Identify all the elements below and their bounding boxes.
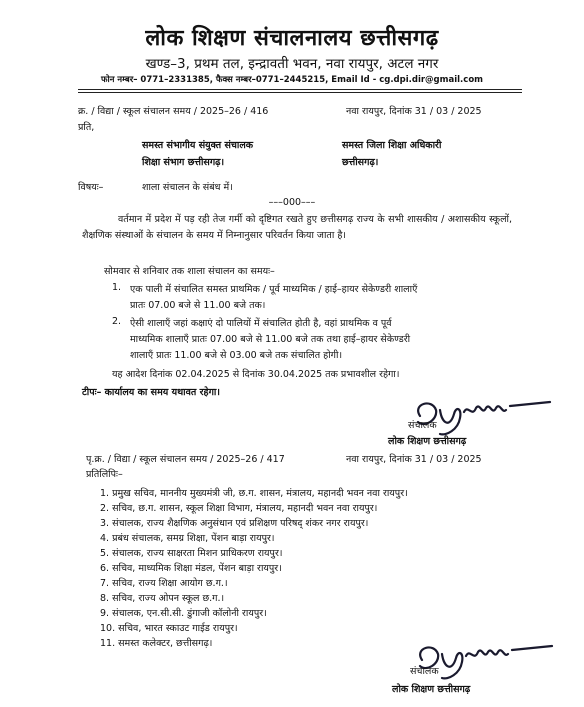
point-1-line1: एक पाली में संचालित समस्त प्राथमिक / पूर्व माध्यमिक / हाई–हायर सेकेण्डरी शालाएँ <box>130 284 418 295</box>
letter-reference: क्र. / विद्या / स्कूल संचालन समय / 2025–26 / 416 <box>78 106 269 117</box>
signatory-title: संचालक <box>408 420 437 431</box>
copy-item: 4. प्रबंध संचालक, समग्र शिक्षा, पेंशन बाड़ा रायपुर। <box>100 533 275 544</box>
addressee-right-line2: छत्तीसगढ़। <box>342 157 379 168</box>
subject-label: विषयः– <box>78 182 104 193</box>
copy-reference: पृ.क्र. / विद्या / स्कूल संचालन समय / 2025–26 / 417 <box>86 454 285 465</box>
header-divider-top <box>78 89 522 90</box>
point-1-number: 1. <box>112 282 122 293</box>
addressee-right-line1: समस्त जिला शिक्षा अधिकारी <box>342 140 442 151</box>
copy-signatory-organization: लोक शिक्षण छत्तीसगढ़ <box>392 684 471 695</box>
copy-date: नवा रायपुर, दिनांक 31 / 03 / 2025 <box>346 454 482 465</box>
copy-item: 9. संचालक, एन.सी.सी. डुंगाजी कॉलोनी रायपुर। <box>100 608 267 619</box>
copy-item: 3. संचालक, राज्य शैक्षणिक अनुसंधान एवं प्रशिक्षण परिषद् शंकर नगर रायपुर। <box>100 518 369 529</box>
schedule-heading: सोमवार से शनिवार तक शाला संचालन का समयः– <box>104 266 275 277</box>
letter-prati: प्रति, <box>78 122 95 133</box>
copy-item: 2. सचिव, छ.ग. शासन, स्कूल शिक्षा विभाग, मंत्रालय, महानदी भवन नवा रायपुर। <box>100 503 378 514</box>
copy-item: 11. समस्त कलेक्टर, छत्तीसगढ़। <box>100 638 213 649</box>
copy-label: प्रतिलिपिः– <box>86 469 123 480</box>
signature-mark <box>410 394 560 438</box>
point-2-line3: शालाएँ प्रातः 11.00 बजे से 03.00 बजे तक संचालित होगी। <box>130 350 343 361</box>
copy-item: 5. संचालक, राज्य साक्षरता मिशन प्राधिकरण रायपुर। <box>100 548 283 559</box>
addressee-left-line2: शिक्षा संभाग छत्तीसगढ़। <box>142 157 225 168</box>
point-2-line2: माध्यमिक शालाएँ प्रातः 07.00 बजे से 11.00 बजे तक तथा हाई–हायर सेकेण्डरी <box>130 334 411 345</box>
department-contact: फोन नम्बर– 0771–2331385, फैक्स नम्बर–0771–2445215, Email Id - cg.dpi.dir@gmail.com <box>100 75 484 85</box>
office-time-note: टीपः– कार्यालय का समय यथावत रहेगा। <box>82 387 220 398</box>
copy-item: 10. सचिव, भारत स्काउट गाईड रायपुर। <box>100 623 238 634</box>
separator: –––000––– <box>268 197 316 208</box>
copy-signatory-title: संचालक <box>410 666 439 677</box>
department-title: लोक शिक्षण संचालनालय छत्तीसगढ़ <box>145 26 439 51</box>
point-2-number: 2. <box>112 316 122 327</box>
header-divider-bottom <box>78 92 522 93</box>
body-paragraph: वर्तमान में प्रदेश में पड़ रही तेज गर्मी को दृष्टिगत रखते हुए छत्तीसगढ़ राज्य के सभी शासकीय / अशासकीय स्कूलों, शैक्षणिक संस्थाओं के संचालन के समय में निम्नानुसार परिवर्तन किया जाता है। <box>82 214 512 241</box>
subject-text: शाला संचालन के संबंध में। <box>142 182 233 193</box>
copy-item: 6. सचिव, माध्यमिक शिक्षा मंडल, पेंशन बाड़ा रायपुर। <box>100 563 282 574</box>
letter-date: नवा रायपुर, दिनांक 31 / 03 / 2025 <box>346 106 482 117</box>
copy-item: 8. सचिव, राज्य ओपन स्कूल छ.ग.। <box>100 593 225 604</box>
copy-item: 7. सचिव, राज्य शिक्षा आयोग छ.ग.। <box>100 578 228 589</box>
addressee-left-line1: समस्त संभागीय संयुक्त संचालक <box>142 140 254 151</box>
point-2-line1: ऐसी शालाएँ जहां कक्षाएं दो पालियों में संचालित होती है, वहां प्राथमिक व पूर्व <box>130 318 392 329</box>
copy-item: 1. प्रमुख सचिव, माननीय मुख्यमंत्री जी, छ.ग. शासन, मंत्रालय, महानदी भवन नवा रायपुर। <box>100 488 408 499</box>
point-1-line2: प्रातः 07.00 बजे से 11.00 बजे तक। <box>130 300 266 311</box>
signatory-organization: लोक शिक्षण छत्तीसगढ़ <box>388 436 467 447</box>
department-address: खण्ड–3, प्रथम तल, इन्द्रावती भवन, नवा रायपुर, अटल नगर <box>145 56 439 72</box>
effective-dates: यह आदेश दिनांक 02.04.2025 से दिनांक 30.04.2025 तक प्रभावशील रहेगा। <box>112 369 400 380</box>
